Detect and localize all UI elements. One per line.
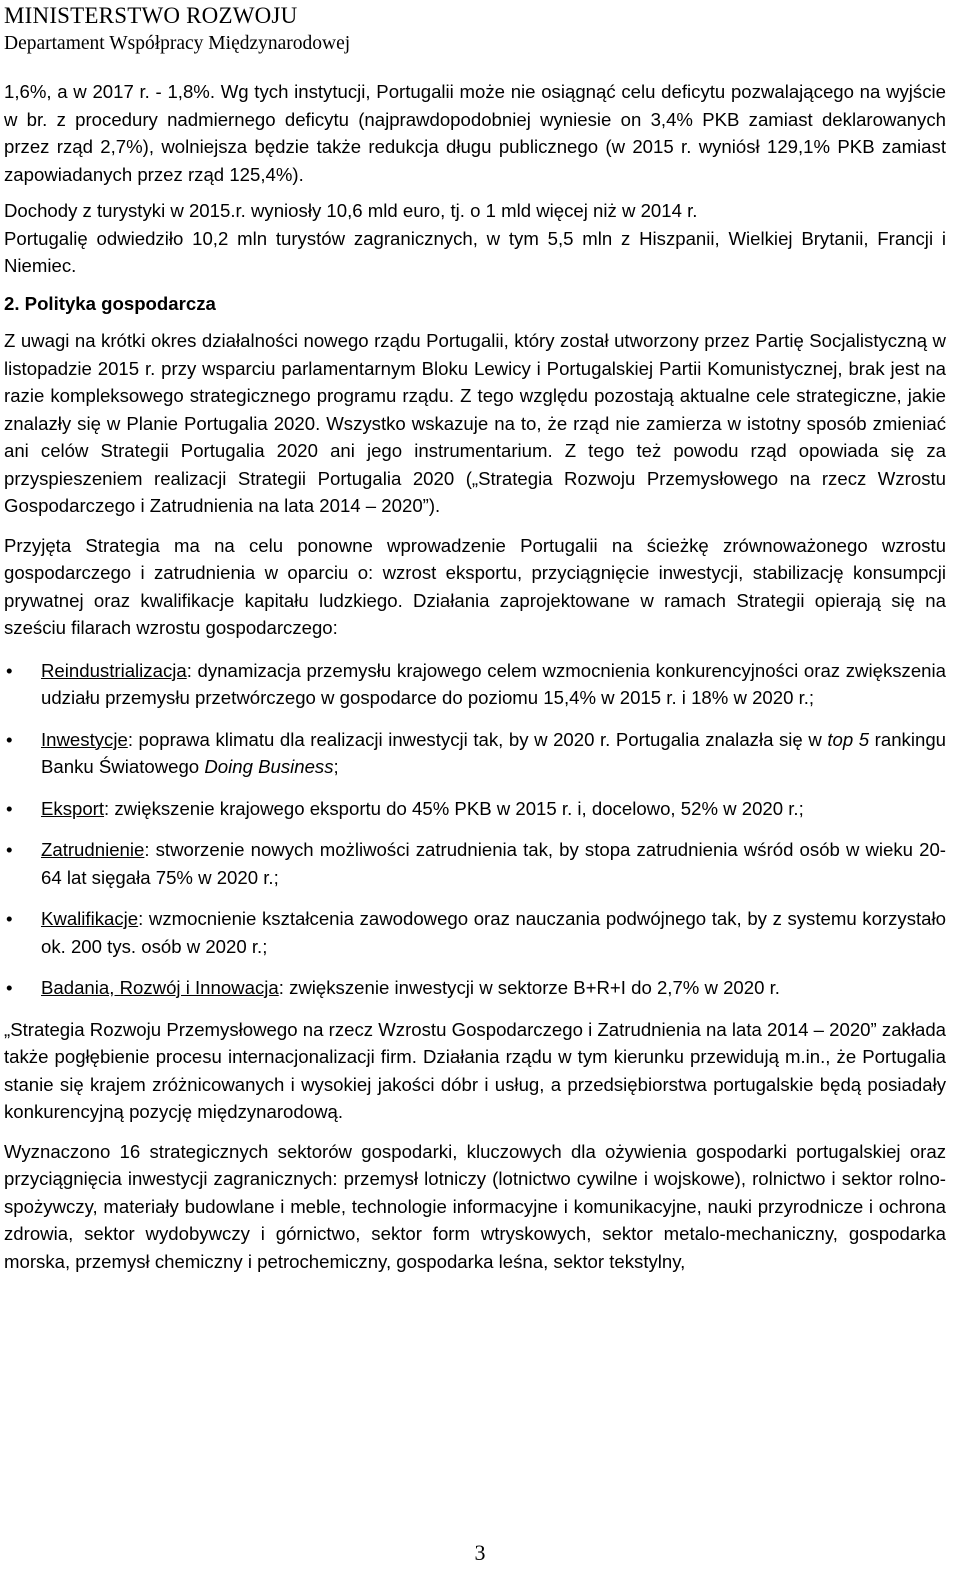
list-item-text: : wzmocnienie kształcenia zawodowego oraz nauczania podwójnego tak, by z systemu korzystało ok. 200 tys. osób w 2020 r.; [41,908,946,957]
list-item [4,974,946,1002]
list-item-text: : stworzenie nowych możliwości zatrudnienia tak, by stopa zatrudnienia wśród osób w wieku 20-64 lat sięgała 75% w 2020 r.; [41,839,946,888]
page-number: 3 [474,1540,486,1565]
list-item [4,657,946,712]
list-item-term: Zatrudnienie [41,839,145,860]
paragraph-tourism-visitors: Portugalię odwiedziło 10,2 mln turystów zagranicznych, w tym 5,5 mln z Hiszpanii, Wielkiej Brytanii, Francji i Niemiec. [4,227,946,276]
list-item-term: Badania, Rozwój i Innowacja [41,977,279,998]
bullet-icon: • [6,797,13,819]
paragraph-strategy-goals: Przyjęta Strategia ma na celu ponowne wprowadzenie Portugalii na ścieżkę zrównoważonego wzrostu gospodarczego i zatrudnienia w oparciu o: wzrost eksportu, przyciągnięcie inwestycji, stabilizację konsumpcji prywatnej oraz kwalifikacje kapitału ludzkiego. Działania zaprojektowane w ramach Strategii opierają się na sześciu filarach wzrostu gospodarczego: [4,534,946,638]
list-item [4,905,946,960]
section-heading: 2. Polityka gospodarcza [4,292,216,314]
paragraph-tourism-income: Dochody z turystyki w 2015.r. wyniosły 10,6 mld euro, tj. o 1 mld więcej niż w 2014 r. [4,200,698,221]
list-item-text: : dynamizacja przemysłu krajowego celem wzmocnienia konkurencyjności oraz zwiększenia udziału przemysłu przetwórczego w gospodarce do poziomu 15,4% w 2015 r. i 18% w 2020 r.; [41,659,946,708]
paragraph-internationalization: „Strategia Rozwoju Przemysłowego na rzecz Wzrostu Gospodarczego i Zatrudnienia na lata 2014 – 2020” zakłada także pogłębienie procesu internacjonalizacji firm. Działania rządu w tym kierunku przewidują m.in., że Portugalia stanie się krajem zróżnicowanych i wysokiej jakości dóbr i usług, a przedsiębiorstwa portugalskie będą posiadały konkurencyjną pozycję międzynarodową. [4,1018,946,1122]
list-item-text: : zwiększenie inwestycji w sektorze B+R+I do 2,7% w 2020 r. [278,977,780,998]
paragraph-sectors: Wyznaczono 16 strategicznych sektorów gospodarki, kluczowych dla ożywienia gospodarki portugalskiej oraz przyciągnięcia inwestycji zagranicznych: przemysł lotniczy (lotnictwo cywilne i wojskowe), rolnictwo i sektor rolno-spożywczy, materiały budowlane i meble, technologie informacyjne i komunikacyjne, nauki przyrodnicze i ochrona zdrowia, sektor wydobywczy i górnictwo, sektor form wtryskowych, sektor metalo-mechaniczny, gospodarka morska, przemysł chemiczny i petrochemiczny, gospodarka leśna, sektor tekstylny, [4,1140,946,1272]
list-item-italic: Doing Business [204,756,334,777]
bullet-icon: • [6,908,13,929]
list-item-term: Eksport [41,797,105,819]
list-item-italic: top 5 [827,728,870,750]
list-item [4,795,946,823]
bullet-icon: • [6,728,13,750]
page-header [4,2,350,58]
paragraph-deficit: 1,6%, a w 2017 r. - 1,8%. Wg tych instytucji, Portugalii może nie osiągnąć celu deficytu pozwalającego na wyjście w br. z procedury nadmiernego deficytu (najprawdopodobniej wyniesie on 3,4% PKB zamiast deklarowanych przez rząd 2,7%), wolniejsza będzie także redukcja długu publicznego (w 2015 r. wyniósł 129,1% PKB zamiast zapowiadanych przez rząd 125,4%). [4,81,946,185]
paragraph-government: Z uwagi na krótki okres działalności nowego rządu Portugalii, który został utworzony przez Partię Socjalistyczną w listopadzie 2015 r. przy wsparciu parlamentarnym Bloku Lewicy i Portugalskiej Partii Komunistycznej, brak jest na razie kompleksowego strategicznego programu rządu. Z tego względu pozostają aktualne cele strategiczne, jakie znalazły się w Planie Portugalia 2020. Wszystko wskazuje na to, że rząd nie zamierza w istotny sposób zmieniać ani celów Strategii Portugalia 2020 ani jego instrumentarium. Z tego też powodu rząd opowiada się za przyspieszeniem realizacji Strategii Portugalia 2020 („Strategia Rozwoju Przemysłowego na rzecz Wzrostu Gospodarczego i Zatrudnienia na lata 2014 – 2020”). [4,330,946,516]
list-item-text: : zwiększenie krajowego eksportu do 45% PKB w 2015 r. i, docelowo, 52% w 2020 r.; [104,797,804,819]
list-item-term: Kwalifikacje [41,908,139,929]
document-body [4,78,946,1275]
list-item [4,836,946,891]
bullet-icon: • [6,977,13,998]
bullet-icon: • [6,839,13,860]
list-item [4,726,946,781]
list-item-text: rankingu Banku Światowego [41,728,947,777]
list-item-text: : poprawa klimatu dla realizacji inwestycji tak, by w 2020 r. Portugalia znalazła się w [127,728,828,750]
pillars-list [4,657,946,1002]
bullet-icon: • [6,659,13,681]
department-name: Departament Współpracy Międzynarodowej [4,33,351,54]
list-item-text: ; [333,756,339,777]
ministry-name: MINISTERSTWO ROZWOJU [4,3,298,28]
list-item-term: Inwestycje [41,728,128,750]
list-item-term: Reindustrializacja [41,659,187,681]
